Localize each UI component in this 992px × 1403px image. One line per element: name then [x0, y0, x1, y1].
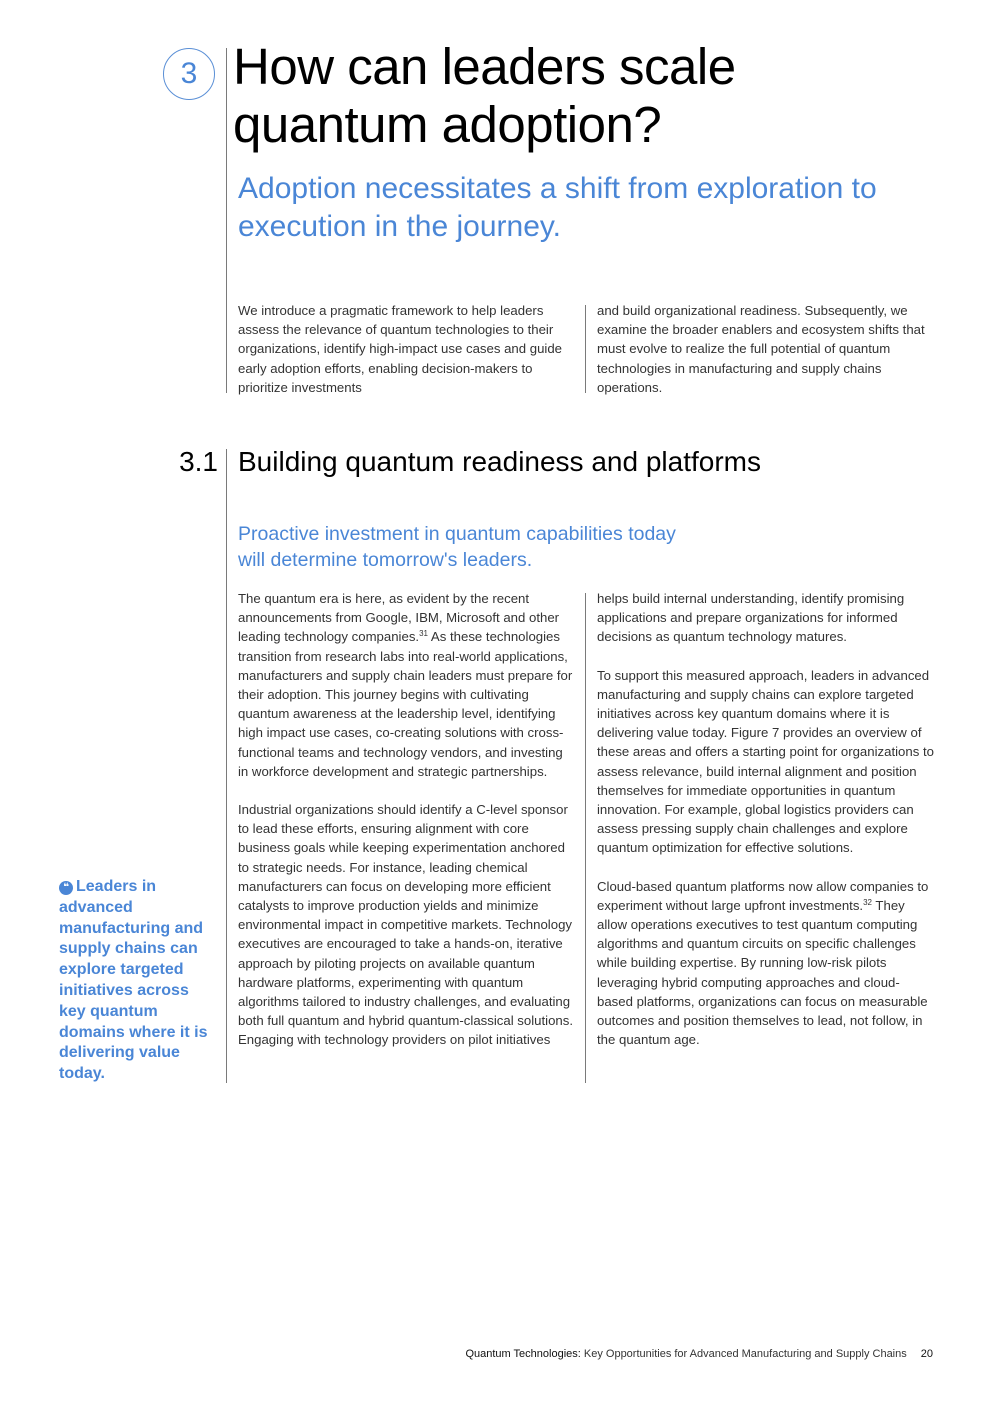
- chapter-title: How can leaders scale quantum adoption?: [233, 38, 736, 153]
- section-title: Building quantum readiness and platforms: [238, 446, 761, 477]
- section-number: 3.1: [179, 446, 218, 477]
- body-text: Cloud-based quantum platforms now allow companies to experiment without large upfront investments.: [597, 878, 929, 913]
- body-column-1: [238, 589, 576, 1050]
- section-divider: [226, 449, 227, 1083]
- body-paragraph: To support this measured approach, leaders in advanced manufacturing and supply chains can explore targeted initiatives across key quantum domains where it is delivering value today. Figure 7 provides an overview of these areas and offers a starting point for organizations to assess relevance, build internal alignment and position themselves for immediate opportunities in quantum innovation. For example, global logistics providers can assess pressing supply chain challenges and explore quantum optimization for effective solutions.: [597, 667, 934, 856]
- footnote-ref: 32: [863, 897, 872, 907]
- body-paragraph: [597, 877, 935, 1050]
- intro-paragraph: We introduce a pragmatic framework to help leaders assess the relevance of quantum technologies to their organizations, identify high-impact use cases and guide early adoption efforts, enabling decision-makers to prioritize investments: [238, 303, 563, 395]
- footer-brand: Quantum Technologies:: [465, 1348, 581, 1360]
- pull-quote: [59, 877, 219, 1085]
- chapter-divider: [226, 48, 227, 393]
- body-text: They allow operations executives to test quantum computing algorithms and quantum circuits on specific challenges while building expertise. By running low-risk pilots leveraging hybrid computing approaches and cloud-based platforms, organizations can focus on measurable outcomes and position themselves to lead, not follow, in the quantum age.: [597, 897, 928, 1048]
- intro-column-divider: [585, 305, 586, 393]
- intro-column-2: [597, 301, 935, 397]
- body-paragraph: Industrial organizations should identify a C-level sponsor to lead these efforts, ensuring alignment with core business goals while keeping experimentation anchored to strategic needs. For instance, leading chemical manufacturers can focus on developing more efficient catalysts to improve production yields and minimize environmental impact in competitive markets. Technology executives are encouraged to take a hands-on, iterative approach by piloting projects on available quantum hardware platforms, experimenting with quantum algorithms tailored to industry challenges, and evaluating both full quantum and hybrid quantum-classical solutions. Engaging with technology providers on pilot initiatives: [238, 802, 574, 1048]
- page-number: 20: [920, 1348, 933, 1360]
- intro-paragraph: and build organizational readiness. Subsequently, we examine the broader enablers and ecosystem shifts that must evolve to realize the full potential of quantum technologies in manufacturing and supply chains operations.: [597, 303, 925, 395]
- body-column-2: [597, 589, 935, 1049]
- page-footer: [350, 1346, 933, 1362]
- footnote-ref: 31: [419, 629, 428, 639]
- body-paragraph: [238, 589, 576, 781]
- pull-quote-text: Leaders in advanced manufacturing and supply chains can explore targeted initiatives across key quantum domains where it is delivering value today.: [59, 878, 208, 1083]
- intro-column-1: [238, 301, 574, 397]
- body-paragraph: helps build internal understanding, identify promising applications and prepare organizations for informed decisions as quantum technology matures.: [597, 591, 905, 645]
- body-text: As these technologies transition from research labs into real-world applications, manufacturers and supply chain leaders must prepare for their adoption. This journey begins with cultivating quantum awareness at the leadership level, identifying high impact use cases, co-creating solutions with cross-functional teams and technology vendors, and investing in workforce development and strategic partnerships.: [238, 629, 573, 779]
- section-subtitle: Proactive investment in quantum capabilities today will determine tomorrow's leaders.: [238, 523, 676, 571]
- body-column-divider: [585, 593, 586, 1083]
- footer-title: Key Opportunities for Advanced Manufacturing and Supply Chains: [580, 1348, 907, 1360]
- chapter-subtitle: Adoption necessitates a shift from exploration to execution in the journey.: [238, 172, 877, 243]
- quote-icon: ❝: [59, 881, 73, 895]
- chapter-number-badge: 3: [163, 48, 215, 100]
- body-text: The quantum era is here, as evident by the recent announcements from Google, IBM, Microsoft and other leading technology companies.: [238, 591, 560, 645]
